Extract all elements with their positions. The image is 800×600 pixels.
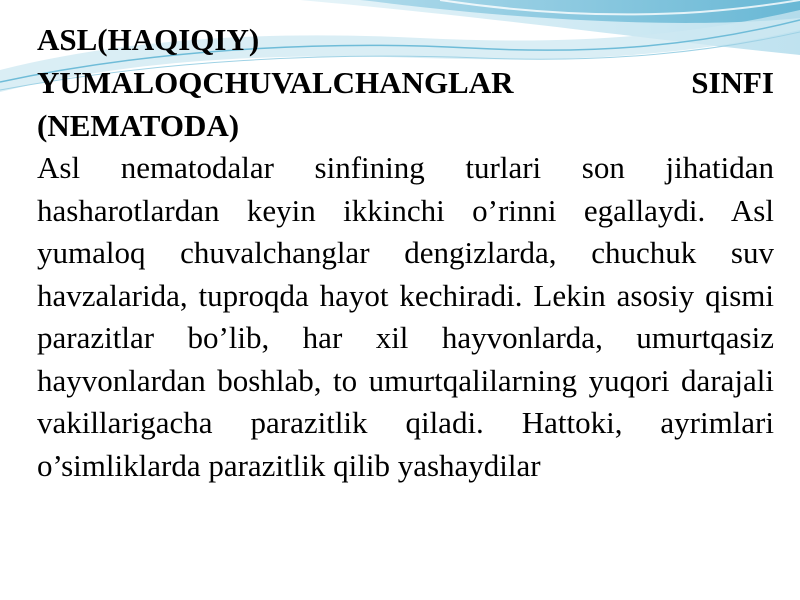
slide-content [37, 18, 774, 487]
title-line-3: (NEMATODA) [37, 108, 240, 143]
slide-title [37, 18, 774, 147]
title-line-1: ASL(HAQIQIY) [37, 22, 260, 57]
title-line-2: YUMALOQCHUVALCHANGLAR SINFI [37, 65, 774, 100]
slide-paragraph: Asl nematodalar sinfining turlari son jihatidan hasharotlardan keyin ikkinchi o’rinni egallaydi. Asl yumaloq chuvalchanglar dengizlarda, chuchuk suv havzalarida, tuproqda hayot kechiradi. Lekin asosiy qismi parazitlar bo’lib, har xil hayvonlarda, umurtqasiz hayvonlardan boshlab, to umurtqalilarning yuqori darajali vakillarigacha parazitlik qiladi. Hattoki, ayrimlari o’simliklarda parazitlik qilib yashaydilar [37, 150, 774, 483]
